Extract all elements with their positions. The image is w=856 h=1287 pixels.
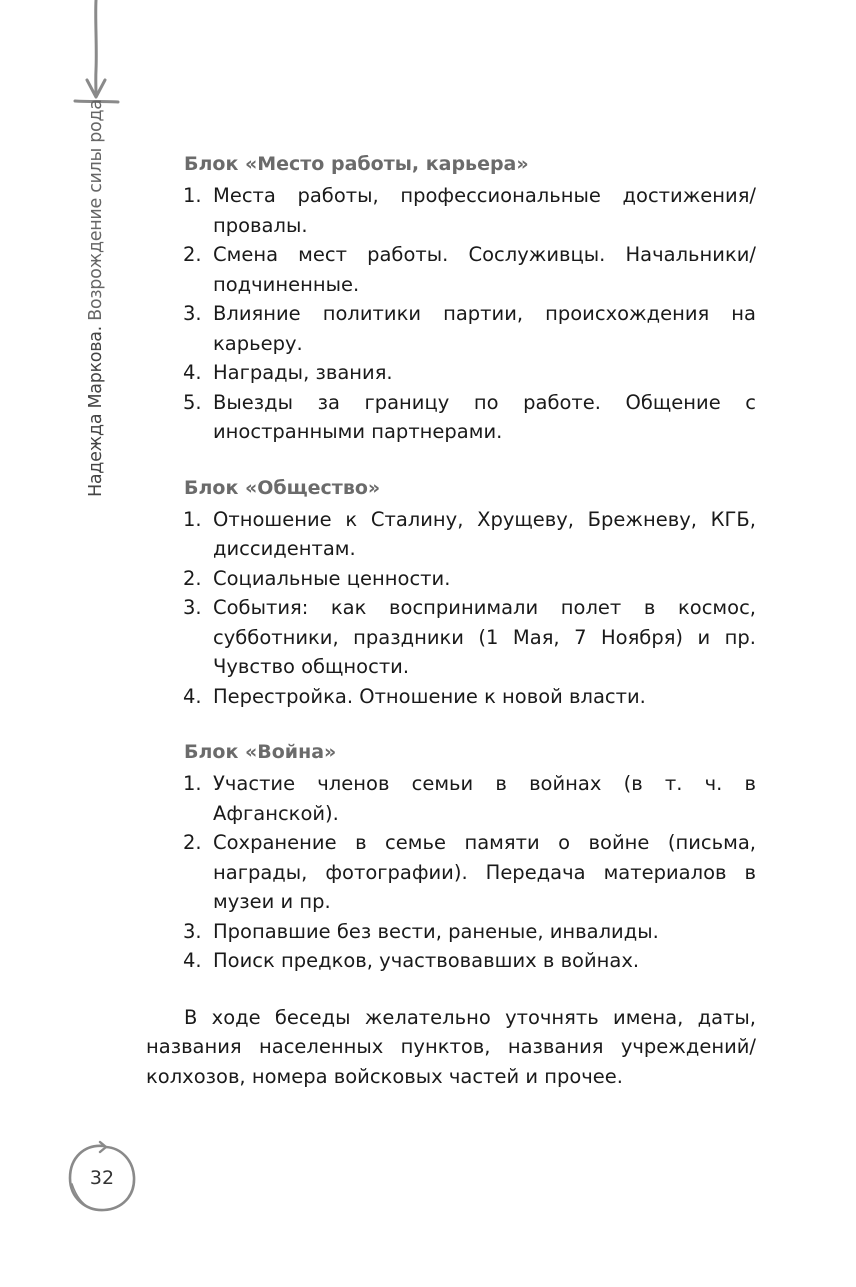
list-item	[146, 240, 756, 299]
block-list	[146, 769, 756, 976]
closing-paragraph: В ходе беседы желательно уточнять имена, даты, названия населенных пунктов, названия учреждений/колхозов, номера войсковых частей и прочее.	[146, 1005, 756, 1088]
list-item-text: Места работы, профессиональные достижения/провалы.	[213, 184, 756, 237]
list-item-text: Сохранение в семье памяти о войне (письма, награды, фотографии). Передача материалов в музеи и пр.	[213, 831, 756, 913]
list-item-text: Отношение к Сталину, Хрущеву, Брежневу, КГБ, диссидентам.	[213, 507, 756, 560]
arrow-down-icon	[60, 0, 130, 110]
list-item-text: Влияние политики партии, происхождения на карьеру.	[213, 302, 756, 355]
list-item-number: 5.	[183, 390, 202, 414]
list-item-text: Награды, звания.	[213, 361, 393, 384]
list-item-text: Выезды за границу по работе. Общение с иностранными партнерами.	[213, 390, 756, 443]
list-item	[146, 828, 756, 917]
list-item-number: 1.	[183, 184, 202, 207]
list-item-text: Пропавшие без вести, раненые, инвалиды.	[213, 919, 659, 943]
list-item-number: 4.	[183, 684, 202, 708]
list-item-number: 1.	[183, 507, 202, 531]
list-item-text: События: как воспринимали полет в космос, субботники, праздники (1 Мая, 7 Ноября) и пр. Чувство общности.	[213, 596, 756, 678]
running-head-author: Надежда Маркова.	[86, 326, 106, 497]
block-heading: Блок «Общество»	[184, 476, 381, 499]
list-item-number: 3.	[183, 302, 202, 325]
block-career	[146, 150, 756, 447]
list-item	[146, 946, 756, 976]
list-item	[146, 358, 756, 388]
block-heading: Блок «Место работы, карьера»	[184, 153, 529, 175]
list-item	[146, 181, 756, 240]
list-item-number: 2.	[183, 831, 202, 854]
list-item	[146, 564, 756, 594]
list-item-text: Перестройка. Отношение к новой власти.	[213, 684, 646, 708]
list-item-text: Смена мест работы. Сослуживцы. Начальники/подчиненные.	[213, 243, 756, 296]
list-item	[146, 682, 756, 712]
page-number-badge	[64, 1140, 140, 1216]
block-heading: Блок «Война»	[184, 741, 337, 763]
list-item	[146, 505, 756, 564]
list-item	[146, 299, 756, 358]
list-item-number: 2.	[183, 243, 202, 266]
list-item-number: 3.	[183, 596, 202, 619]
running-head-book-title: Возрождение силы рода	[86, 99, 106, 327]
block-list	[146, 181, 756, 447]
page-content	[146, 150, 756, 1091]
list-item-text: Участие членов семьи в войнах (в т. ч. в Афганской).	[213, 772, 756, 825]
list-item	[146, 769, 756, 828]
list-item	[146, 593, 756, 682]
list-item-text: Поиск предков, участвовавших в войнах.	[213, 949, 640, 972]
list-item-number: 3.	[183, 919, 202, 943]
block-list	[146, 505, 756, 712]
list-item-number: 4.	[183, 361, 202, 384]
block-war	[146, 738, 756, 976]
list-item-text: Социальные ценности.	[213, 566, 451, 590]
block-society	[146, 474, 756, 712]
list-item	[146, 388, 756, 447]
list-item-number: 4.	[183, 949, 202, 972]
page-number: 32	[89, 1167, 115, 1189]
list-item-number: 2.	[183, 566, 202, 590]
list-item-number: 1.	[183, 772, 202, 795]
list-item	[146, 917, 756, 947]
